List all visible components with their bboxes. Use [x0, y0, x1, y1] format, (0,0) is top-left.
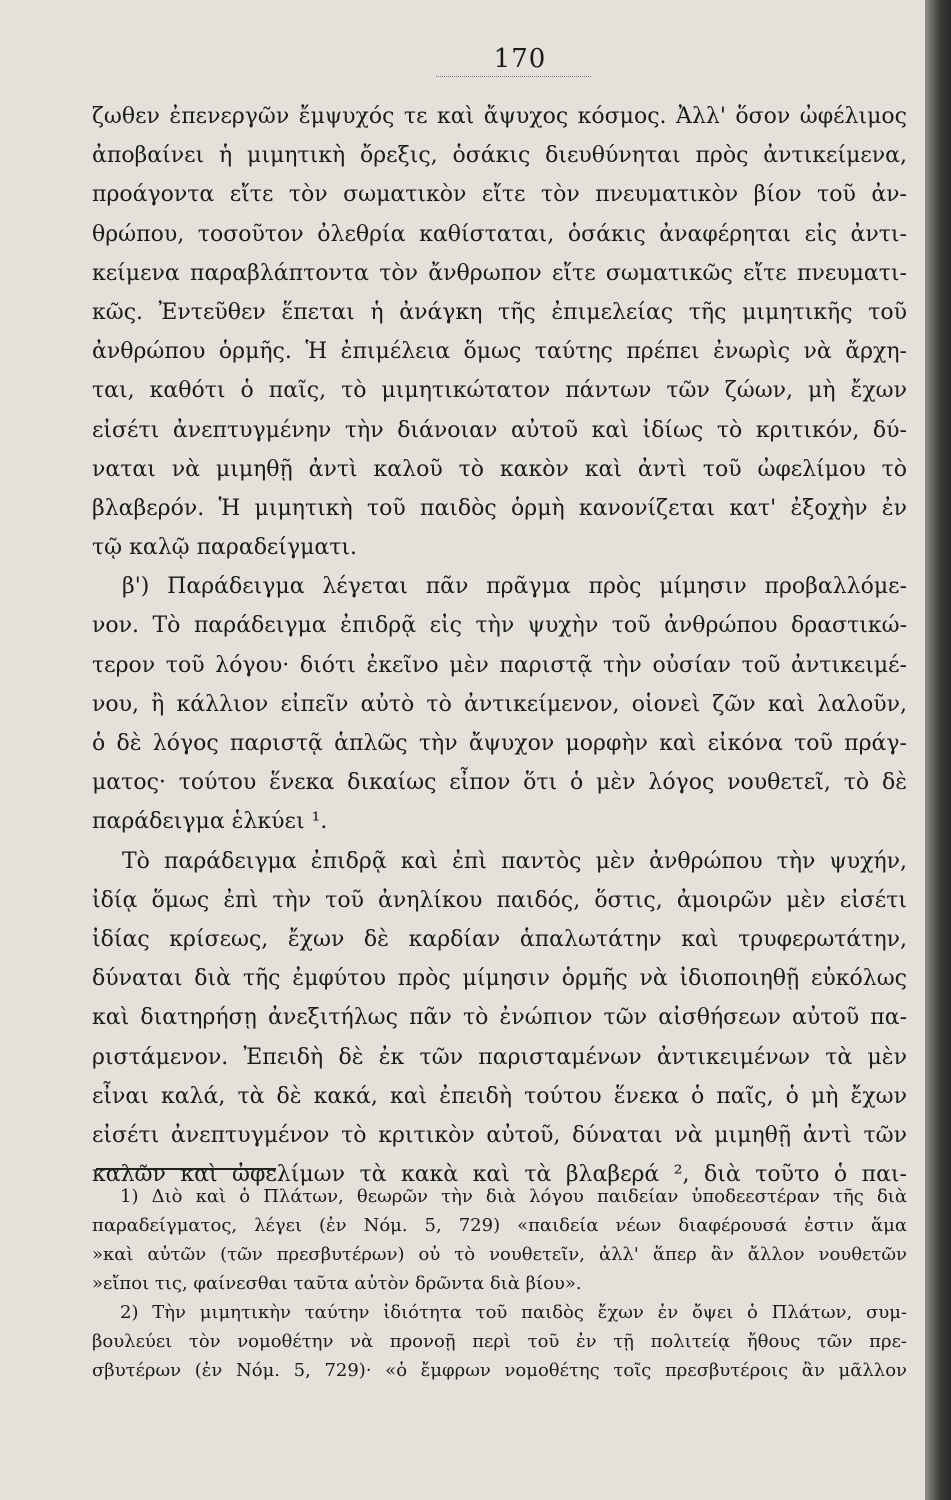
text-line: καὶ διατηρήσῃ ἀνεξιτήλως πᾶν τὸ ἐνώπιον τῶν αἰσθήσεων αὐτοῦ πα- [92, 1005, 907, 1031]
text-line: ται, καθότι ὁ παῖς, τὸ μιμητικώτατον πάντων τῶν ζώων, μὴ ἔχων [92, 378, 907, 404]
text-line: ριστάμενον. Ἐπειδὴ δὲ ἐκ τῶν παρισταμένων ἀντικειμένων τὰ μὲν [92, 1044, 907, 1070]
text-line: θρώπου, τοσοῦτον ὀλεθρία καθίσταται, ὁσάκις ἀναφέρηται εἰς ἀντι- [92, 221, 907, 247]
text-line: ἰδίᾳ ὅμως ἐπὶ τὴν τοῦ ἀνηλίκου παιδός, ὅστις, ἀμοιρῶν μὲν εἰσέτι [92, 887, 907, 913]
section-heading-line: β') Παράδειγμα λέγεται πᾶν πρᾶγμα πρὸς μίμησιν προβαλλόμε- [122, 574, 907, 600]
footnote-line: σβυτέρων (ἐν Νόμ. 5, 729)· «ὁ ἔμφρων νομοθέτης τοῖς πρεσβυτέροις ἂν μᾶλλον [92, 1360, 907, 1381]
text-line: τῷ καλῷ παραδείγματι. [92, 535, 358, 561]
text-line: ματος· τούτου ἕνεκα δικαίως εἶπον ὅτι ὁ μὲν λόγος νουθετεῖ, τὸ δὲ [92, 770, 907, 796]
text-line: εἰσέτι ἀνεπτυγμένον τὸ κριτικὸν αὐτοῦ, δύναται νὰ μιμηθῇ ἀντὶ τῶν [92, 1122, 907, 1148]
footnote-line: 1) Διὸ καὶ ὁ Πλάτων, θεωρῶν τὴν διὰ λόγου παιδείαν ὑποδεεστέραν τῆς διὰ [120, 1186, 907, 1207]
text-line: ἀνθρώπου ὁρμῆς. Ἡ ἐπιμέλεια ὅμως ταύτης πρέπει ἐνωρὶς νὰ ἄρχη- [92, 339, 907, 365]
text-line: προάγοντα εἴτε τὸν σωματικὸν εἴτε τὸν πνευματικὸν βίον τοῦ ἀν- [92, 182, 907, 208]
text-line: βλαβερόν. Ἡ μιμητικὴ τοῦ παιδὸς ὁρμὴ κανονίζεται κατ' ἐξοχὴν ἐν [92, 495, 907, 521]
footnote-line: »καὶ αὐτῶν (τῶν πρεσβυτέρων) οὐ τὸ νουθετεῖν, ἀλλ' ἅπερ ἂν ἄλλον νουθετῶν [92, 1244, 907, 1265]
footnote-line: »εἴποι τις, φαίνεσθαι ταῦτα αὐτὸν δρῶντα διὰ βίου». [92, 1273, 582, 1294]
text-line: τερον τοῦ λόγου· διότι ἐκεῖνο μὲν παριστᾷ τὴν οὐσίαν τοῦ ἀντικειμέ- [92, 652, 907, 678]
page-number: 170 [493, 44, 547, 74]
footnote-line: παραδείγματος, λέγει (ἐν Νόμ. 5, 729) «παιδεία νέων διαφέρουσά ἐστιν ἅμα [92, 1215, 907, 1236]
text-line: κείμενα παραβλάπτοντα τὸν ἄνθρωπον εἴτε σωματικῶς εἴτε πνευματι- [92, 260, 907, 286]
text-line: παράδειγμα ἑλκύει ¹. [92, 809, 328, 835]
footnote-rule [96, 1168, 276, 1170]
text-line: Τὸ παράδειγμα ἐπιδρᾷ καὶ ἐπὶ παντὸς μὲν ἀνθρώπου τὴν ψυχήν, [122, 848, 907, 874]
text-line: εἰσέτι ἀνεπτυγμένην τὴν διάνοιαν αὐτοῦ καὶ ἰδίως τὸ κριτικόν, δύ- [92, 417, 907, 443]
text-line: εἶναι καλά, τὰ δὲ κακά, καὶ ἐπειδὴ τούτου ἕνεκα ὁ παῖς, ὁ μὴ ἔχων [92, 1083, 907, 1109]
main-text [92, 97, 907, 1194]
text-line: κῶς. Ἐντεῦθεν ἕπεται ἡ ἀνάγκη τῆς ἐπιμελείας τῆς μιμητικῆς τοῦ [92, 299, 907, 325]
header-rule [436, 76, 591, 77]
footnote-line: βουλεύει τὸν νομοθέτην νὰ προνοῇ περὶ τοῦ ἐν τῇ πολιτείᾳ ἤθους τῶν πρε- [92, 1331, 907, 1352]
text-line: νου, ἢ κάλλιον εἰπεῖν αὐτὸ τὸ ἀντικείμενον, οἱονεὶ ζῶν καὶ λαλοῦν, [92, 691, 907, 717]
page-edge-shadow [925, 0, 951, 1500]
text-line: ἰδίας κρίσεως, ἔχων δὲ καρδίαν ἁπαλωτάτην καὶ τρυφερωτάτην, [92, 926, 907, 952]
footnote-line: 2) Τὴν μιμητικὴν ταύτην ἰδιότητα τοῦ παιδὸς ἔχων ἐν ὄψει ὁ Πλάτων, συμ- [120, 1302, 907, 1323]
text-line: δύναται διὰ τῆς ἐμφύτου πρὸς μίμησιν ὁρμῆς νὰ ἰδιοποιηθῇ εὐκόλως [92, 966, 907, 992]
text-line: ἀποβαίνει ἡ μιμητικὴ ὄρεξις, ὁσάκις διευθύνηται πρὸς ἀντικείμενα, [92, 143, 907, 169]
text-line: ναται νὰ μιμηθῇ ἀντὶ καλοῦ τὸ κακὸν καὶ ἀντὶ τοῦ ὠφελίμου τὸ [92, 456, 907, 482]
footnotes [92, 1182, 907, 1385]
text-line: ζωθεν ἐπενεργῶν ἔμψυχός τε καὶ ἄψυχος κόσμος. Ἀλλ' ὅσον ὠφέλιμος [92, 104, 907, 129]
text-line: καλῶν καὶ ὠφελίμων τὰ κακὰ καὶ τὰ βλαβερά ², διὰ τοῦτο ὁ παι- [92, 1162, 907, 1188]
text-line: ὁ δὲ λόγος παριστᾷ ἁπλῶς τὴν ἄψυχον μορφὴν καὶ εἰκόνα τοῦ πράγ- [92, 731, 907, 756]
text-line: νον. Τὸ παράδειγμα ἐπιδρᾷ εἰς τὴν ψυχὴν τοῦ ἀνθρώπου δραστικώ- [92, 613, 907, 639]
